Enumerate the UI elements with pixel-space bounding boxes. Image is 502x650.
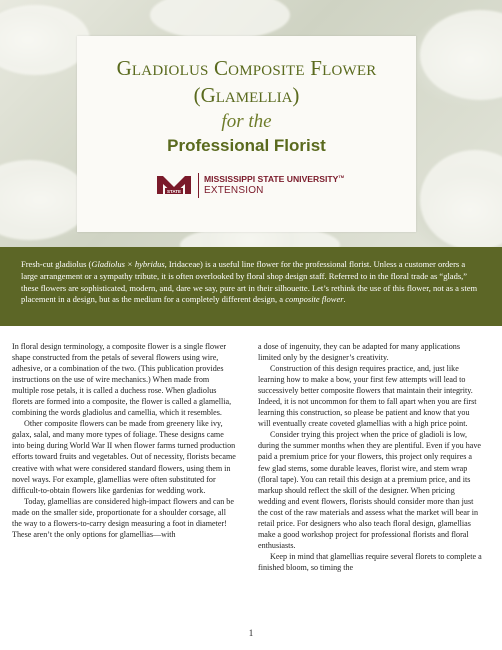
intro-text-a: Fresh-cut gladiolus ( <box>21 259 92 269</box>
intro-paragraph <box>21 259 481 306</box>
title-card <box>77 36 416 232</box>
page-number: 1 <box>248 628 254 638</box>
body-paragraph: Keep in mind that glamellias require several florets to complete a finished bloom, so timing the <box>258 551 482 572</box>
body-column-right <box>258 341 483 573</box>
petal-decoration <box>420 150 502 247</box>
intro-emphasis: composite flower <box>285 294 344 305</box>
intro-text-c: . <box>343 294 346 305</box>
body-column-left <box>12 341 237 540</box>
body-paragraph: Other composite flowers can be made from greenery like ivy, galax, salal, and many more types of foliage. These designs came into being during World War II when flower farms turned production efforts toward fruits and vegetables. Out of necessity, florists became creative with what were considered standard flowers, using them in novel ways. For example, glamellias were often substituted for difficult-to-obtain flowers like gardenias for wedding work. <box>12 419 236 495</box>
title-line-2: (Glamellia) <box>193 83 300 107</box>
logo-university-name <box>204 174 344 184</box>
body-paragraph: Today, glamellias are considered high-impact flowers and can be made on the smaller side, proportionate for a shoulder corsage, all the way to a flowers-to-carry design measuring a foot in diameter! These aren’t the only options for glamellias—with <box>12 496 234 539</box>
logo-university-text: MISSISSIPPI STATE UNIVERSITY <box>204 174 339 184</box>
logo-extension: EXTENSION <box>204 185 264 196</box>
hero-photo <box>0 0 502 247</box>
intro-genus: Gladiolus × hybridus <box>91 259 165 269</box>
intro-text-b: , Iridaceae) is a useful line flower for the professional florist. Unless a customer orders a large arrangement or a sympathy tribute, it is often overlooked by floral shop design staff. Referred to in the floral trade as “glads,” these flowers are sophisticated, modern, and, dare we say, pure art in their silhouette. Let’s rethink the use of this flower, not as a stem placement in a design, but as the medium for a completely different design, a <box>21 259 478 305</box>
petal-decoration <box>420 10 502 100</box>
msu-extension-logo <box>155 170 345 202</box>
logo-divider <box>198 173 199 198</box>
body-paragraph: a dose of ingenuity, they can be adapted for many applications limited only by the designer’s creativity. <box>258 342 460 363</box>
msu-m-mark-icon <box>155 172 193 198</box>
petal-decoration <box>150 0 290 40</box>
logo-trademark: TM <box>338 174 345 180</box>
body-paragraph: Construction of this design requires practice, and, just like learning how to make a bow, your first few attempts will lead to successively better composite flowers that maintain their integrity. Indeed, it is not uncommon for them to fall apart when you are first learning this construction, so please be patient and know that you will eventually create coveted glamellias with a high price point. <box>258 364 477 429</box>
title-line-4: Professional Florist <box>167 136 326 155</box>
intro-band <box>0 247 502 326</box>
title-line-1: Gladiolus Composite Flower <box>116 56 377 80</box>
body-paragraph: Consider trying this project when the price of gladioli is low, during the summer months when they are plentiful. Even if you have paid a premium price for your flowers, this project only requires a few glad stems, some durable leaves, florist wire, and stem wrap (floral tape). You can retail this design at a premium price, and its markup should reflect the skill of the designer. When pricing wedding and event flowers, florists should consider more than just the cost of the raw materials and assess what the market will bear in retail price. For designers who also teach floral design, glamellias make a good workshop project for professional florists and floral enthusiasts. <box>258 430 481 550</box>
title-line-3: for the <box>221 111 272 132</box>
body-paragraph: In floral design terminology, a composite flower is a single flower shape constructed from the petals of several flowers using wire, adhesive, or a combination of the two. (This publication provides instructions on the use of wire mechanics.) When made from multiple rose petals, it is called a duchess rose. When gladiolus florets are formed into a composite, the flower is called a glamellia, combining the words gladiolus and camellia, which it resembles. <box>12 342 232 418</box>
logo-mark-text: STATE <box>166 189 182 194</box>
